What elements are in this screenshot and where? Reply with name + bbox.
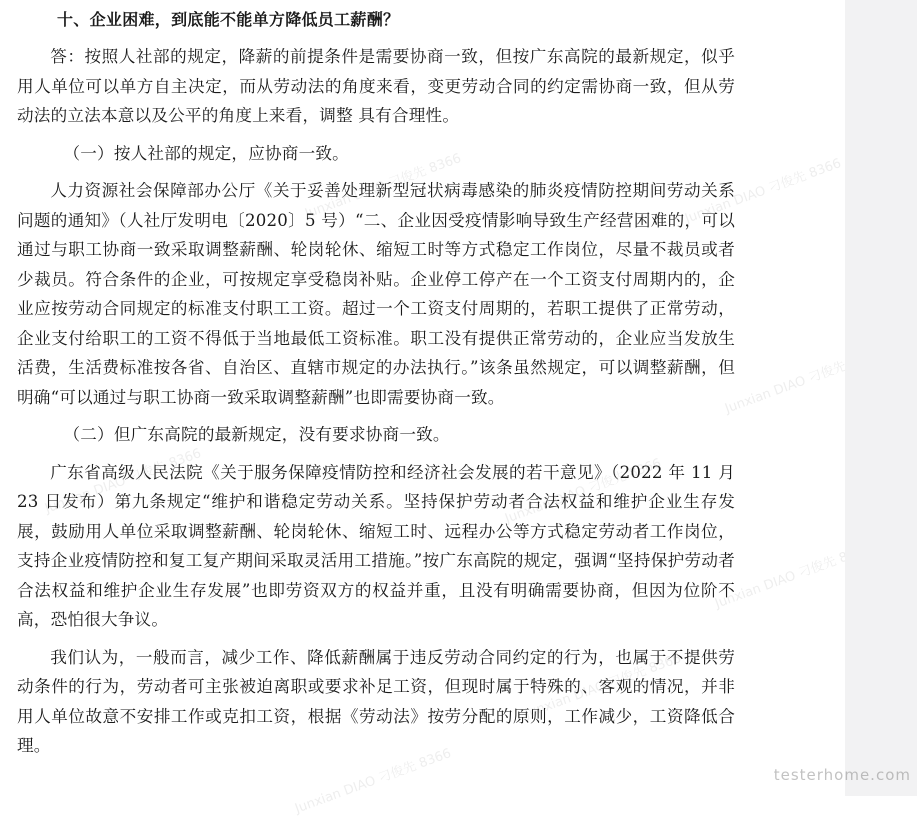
watermark: Junxian DIAO 刁俊先 8366 (503, 456, 664, 527)
watermark: Junxian DIAO 刁俊先 8366 (713, 541, 874, 612)
guangdong-court-paragraph: 广东省高级人民法院《关于服务保障疫情防控和经济社会发展的若干意见》（2022 年 11 月 23 日发布）第九条规定“维护和谐稳定劳动关系。坚持保护劳动者合法权益和维护企业生存发展，鼓励用人单位采取调整薪酬、轮岗轮休、缩短工时、远程办公等方式稳定劳动者工作岗位，支持企业疫情防控和复工复产期间采取灵活用工措施。”按广东高院的规定，强调“坚持保护劳动者合法权益和维护企业生存发展”也即劳资双方的权益并重，且没有明确需要协商，但因为位阶不高，恐怕很大争议。 (17, 462, 735, 629)
subheading-2: （二）但广东高院的最新规定，没有要求协商一致。 (63, 425, 450, 444)
watermark: Junxian DIAO 刁俊先 8366 (523, 651, 684, 722)
document-content (17, 6, 735, 769)
page-gutter (845, 0, 917, 796)
answer-paragraph: 答：按照人社部的规定，降薪的前提条件是需要协商一致，但按广东高院的最新规定，似乎用人单位可以单方自主决定，而从劳动法的角度来看，变更劳动合同的约定需协商一致，但从劳动法的立法本意以及公平的角度上来看，调整 具有合理性。 (17, 47, 735, 125)
watermark: Junxian DIAO 刁俊先 8366 (293, 746, 454, 817)
watermark: Junxian DIAO 刁俊先 8366 (723, 346, 884, 417)
section-heading: 十、企业困难，到底能不能单方降低员工薪酬？ (57, 10, 400, 29)
watermark: Junxian DIAO 刁俊先 8366 (43, 446, 204, 517)
subheading-1: （一）按人社部的规定，应协商一致。 (63, 143, 349, 163)
watermark: Junxian DIAO 刁俊先 8366 (303, 151, 464, 222)
mohrss-notice-paragraph: 人力资源社会保障部办公厅《关于妥善处理新型冠状病毒感染的肺炎疫情防控期间劳动关系问题的通知》（人社厅发明电〔2020〕5 号）“二、企业因受疫情影响导致生产经营困难的，可以通过与职工协商一致采取调整薪酬、轮岗轮休、缩短工时等方式稳定工作岗位，尽量不裁员或者少裁员。符合条件的企业，可按规定享受稳岗补贴。企业停工停产在一个工资支付周期内的，企业应按劳动合同规定的标准支付职工工资。超过一个工资支付周期的，若职工提供了正常劳动，企业支付给职工的工资不得低于当地最低工资标准。职工没有提供正常劳动的，企业应当发放生活费，生活费标准按各省、自治区、直辖市规定的办法执行。”该条虽然规定，可以调整薪酬，但明确“可以通过与职工协商一致采取调整薪酬”也即需要协商一致。 (17, 181, 735, 407)
watermark: Junxian DIAO 刁俊先 8366 (683, 156, 844, 227)
conclusion-paragraph: 我们认为，一般而言，减少工作、降低薪酬属于违反劳动合同约定的行为，也属于不提供劳动条件的行为，劳动者可主张被迫离职或要求补足工资，但现时属于特殊的、客观的情况，并非用人单位故意不安排工作或克扣工资，根据《劳动法》按劳分配的原则，工作减少，工资降低合理。 (17, 647, 735, 755)
site-watermark: testerhome.com (773, 766, 911, 784)
